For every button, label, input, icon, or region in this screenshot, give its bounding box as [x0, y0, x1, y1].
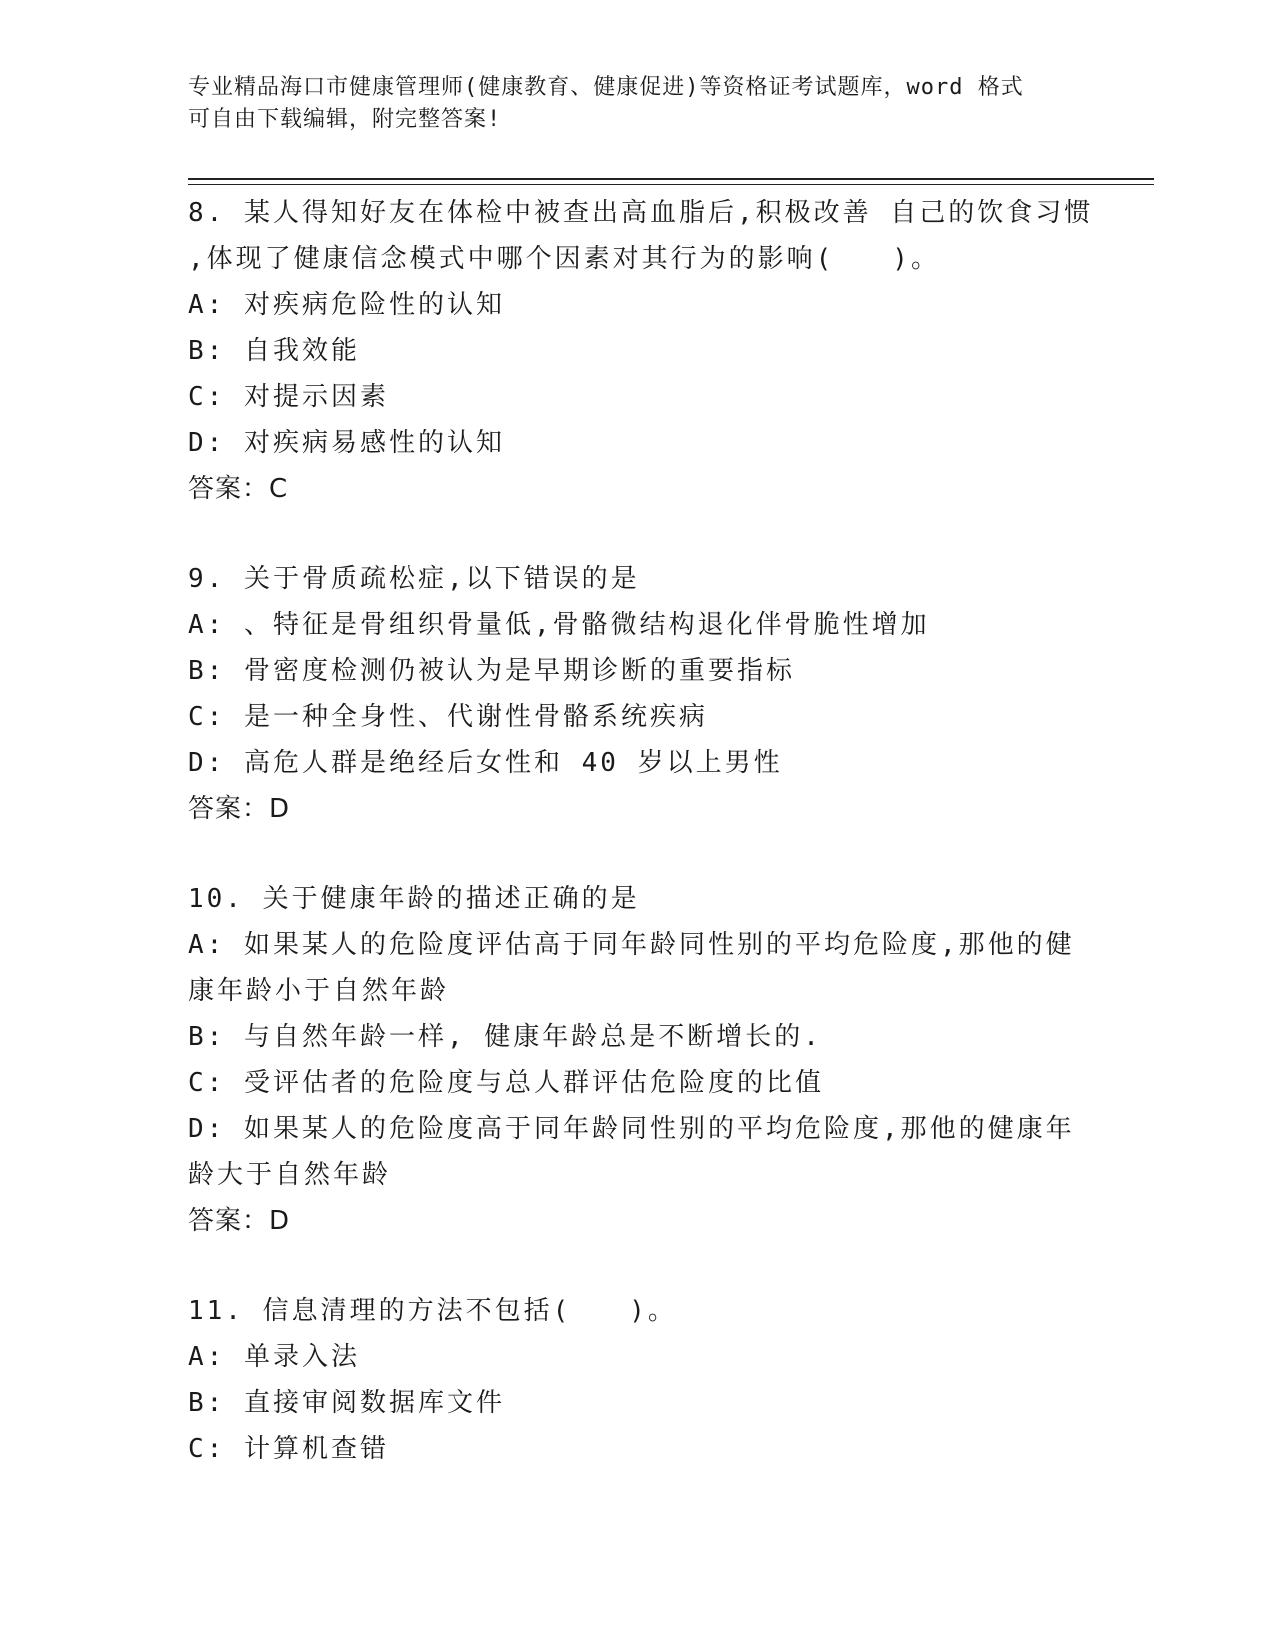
question-11-option-b: B: 直接审阅数据库文件: [188, 1388, 505, 1418]
question-9-option-a: A: 、特征是骨组织骨量低,骨骼微结构退化伴骨脆性增加: [188, 610, 930, 640]
question-10: [188, 876, 1088, 1244]
question-10-option-d-line-2: 龄大于自然年龄: [188, 1160, 392, 1190]
header-divider-thick: [188, 178, 1154, 180]
question-8: [188, 190, 1094, 512]
question-8-stem-line-1: 8. 某人得知好友在体检中被查出高血脂后,积极改善 自己的饮食习惯: [188, 198, 1094, 228]
header-divider-thin: [188, 184, 1154, 185]
header-line-1: 专业精品海口市健康管理师(健康教育、健康促进)等资格证考试题库，word 格式: [188, 75, 1024, 100]
question-8-answer: 答案：C: [188, 474, 289, 504]
question-9-stem: 9. 关于骨质疏松症,以下错误的是: [188, 564, 640, 594]
question-10-stem: 10. 关于健康年龄的描述正确的是: [188, 884, 640, 914]
document-header: [188, 72, 1088, 136]
question-10-option-a-line-1: A: 如果某人的危险度评估高于同年龄同性别的平均危险度,那他的健: [188, 930, 1075, 960]
question-10-option-b: B: 与自然年龄一样, 健康年龄总是不断增长的.: [188, 1022, 822, 1052]
question-8-option-a: A: 对疾病危险性的认知: [188, 290, 505, 320]
question-10-option-c: C: 受评估者的危险度与总人群评估危险度的比值: [188, 1068, 824, 1098]
question-list: [188, 190, 1094, 1516]
question-11-option-a: A: 单录入法: [188, 1342, 360, 1372]
question-11-stem: 11. 信息清理的方法不包括( )。: [188, 1296, 677, 1326]
question-11-option-c: C: 计算机查错: [188, 1434, 389, 1464]
question-9-option-c: C: 是一种全身性、代谢性骨骼系统疾病: [188, 702, 708, 732]
question-9: [188, 556, 1088, 832]
question-8-option-d: D: 对疾病易感性的认知: [188, 428, 505, 458]
question-11: [188, 1288, 1088, 1472]
question-9-option-d: D: 高危人群是绝经后女性和 40 岁以上男性: [188, 748, 783, 778]
question-9-answer: 答案：D: [188, 794, 291, 824]
question-9-option-b: B: 骨密度检测仍被认为是早期诊断的重要指标: [188, 656, 795, 686]
question-8-stem-line-2: ,体现了健康信念模式中哪个因素对其行为的影响( )。: [188, 244, 940, 274]
question-10-option-a-line-2: 康年龄小于自然年龄: [188, 976, 450, 1006]
question-10-answer: 答案：D: [188, 1206, 291, 1236]
question-8-option-c: C: 对提示因素: [188, 382, 389, 412]
question-8-option-b: B: 自我效能: [188, 336, 360, 366]
question-10-option-d-line-1: D: 如果某人的危险度高于同年龄同性别的平均危险度,那他的健康年: [188, 1114, 1075, 1144]
header-line-2: 可自由下载编辑，附完整答案!: [188, 107, 502, 132]
